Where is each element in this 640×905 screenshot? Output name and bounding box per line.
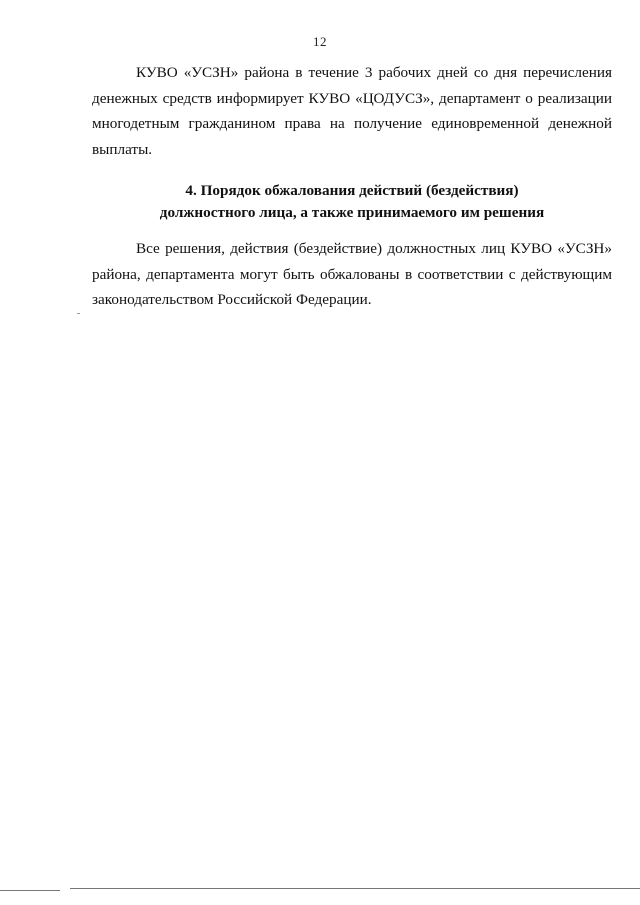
- paragraph-line: законодательством Российской Федерации.: [92, 291, 372, 308]
- scan-edge-line: [0, 890, 60, 891]
- page-number: 12: [313, 34, 327, 49]
- section-heading-line-1: 4. Порядок обжалования действий (бездействия): [185, 182, 519, 199]
- section-heading: [92, 180, 612, 224]
- paragraph-line: многодетным гражданином права на получение единовременной денежной: [92, 115, 612, 132]
- paragraph-line: выплаты.: [92, 140, 153, 158]
- paragraph-line: КУВО «УСЗН» района в течение 3 рабочих дней со дня перечисления: [136, 64, 612, 81]
- paragraph-line: Все решения, действия (бездействие) должностных лиц КУВО «УСЗН»: [136, 240, 612, 257]
- paragraph-line: района, департамента могут быть обжалованы в соответствии с действующим: [92, 265, 612, 283]
- scan-edge-line: [70, 888, 640, 889]
- paragraph-line: денежных средств информирует КУВО «ЦОДУСЗ», департамент о реализации: [92, 89, 612, 107]
- paragraph-appeal-procedure: [92, 236, 612, 313]
- paragraph-info-notification: [92, 60, 612, 162]
- scan-artifact-mark: [77, 313, 80, 314]
- section-heading-line-2: должностного лица, а также принимаемого им решения: [159, 204, 545, 221]
